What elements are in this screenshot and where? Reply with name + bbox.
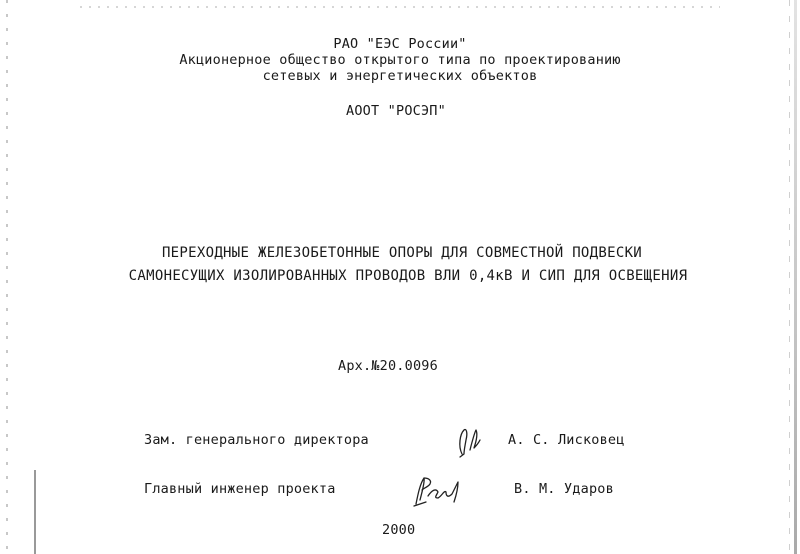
signatory-2-name: В. М. Ударов bbox=[514, 481, 614, 497]
signatory-1-name: А. С. Лисковец bbox=[508, 432, 625, 448]
signatory-1-position: Зам. генерального директора bbox=[144, 432, 369, 448]
scan-edge-top bbox=[80, 6, 720, 8]
document-year: 2000 bbox=[382, 522, 416, 538]
signature-2 bbox=[410, 470, 470, 510]
signatory-2-position: Главный инженер проекта bbox=[144, 481, 336, 497]
document-title-line-2: САМОНЕСУЩИХ ИЗОЛИРОВАННЫХ ПРОВОДОВ ВЛИ 0,4кВ И СИП ДЛЯ ОСВЕЩЕНИЯ bbox=[128, 268, 688, 284]
org-short-name: АООТ "РОСЭП" bbox=[346, 103, 446, 119]
archive-number: Арх.№20.0096 bbox=[338, 358, 438, 374]
org-line-2: Акционерное общество открытого типа по проектированию bbox=[179, 52, 621, 68]
document-title-line-1: ПЕРЕХОДНЫЕ ЖЕЛЕЗОБЕТОННЫЕ ОПОРЫ ДЛЯ СОВМЕСТНОЙ ПОДВЕСКИ bbox=[161, 245, 643, 261]
org-line-3: сетевых и энергетических объектов bbox=[262, 68, 538, 84]
scan-edge-bottom-left bbox=[34, 470, 36, 554]
signature-1 bbox=[452, 420, 492, 460]
org-line-1: РАО "ЕЭС России" bbox=[333, 36, 467, 52]
